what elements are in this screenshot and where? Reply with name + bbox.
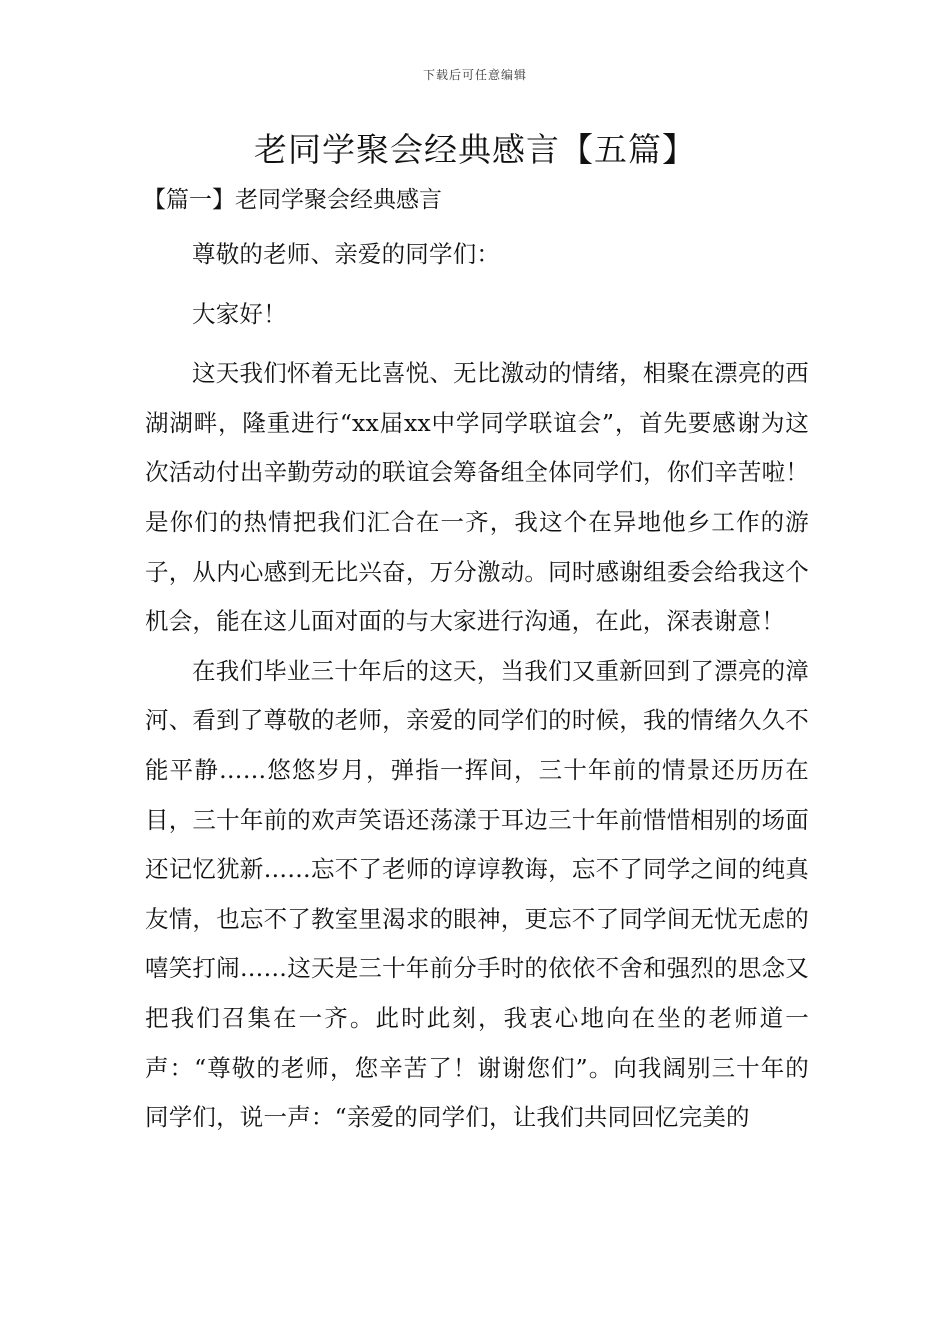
- paragraph: 在我们毕业三十年后的这天，当我们又重新回到了漂亮的漳河、看到了尊敬的老师，亲爱的同学们的时候，我的情绪久久不能平静……悠悠岁月，弹指一挥间，三十年前的情景还历历在目，三十年前的欢声笑语还荡漾于耳边三十年前惜惜相别的场面还记忆犹新……忘不了老师的谆谆教诲，忘不了同学之间的纯真友情，也忘不了教室里渴求的眼神，更忘不了同学间无忧无虑的嘻笑打闹……这天是三十年前分手时的依依不舍和强烈的思念又把我们召集在一齐。此时此刻，我衷心地向在坐的老师道一声：“尊敬的老师，您辛苦了！谢谢您们”。向我阔别三十年的同学们，说一声：“亲爱的同学们，让我们共同回忆完美的: [145, 656, 809, 1132]
- section-heading: 【篇一】老同学聚会经典感言: [143, 187, 442, 213]
- paragraph-greeting: 大家好！: [192, 299, 287, 328]
- page-title: 老同学聚会经典感言【五篇】: [254, 130, 696, 169]
- header-note: 下载后可任意编辑: [422, 68, 527, 82]
- article-body: [145, 230, 809, 1143]
- paragraph-salutation: 尊敬的老师、亲爱的同学们：: [192, 240, 501, 268]
- paragraph: 这天我们怀着无比喜悦、无比激动的情绪，相聚在漂亮的西湖湖畔，隆重进行“xx届xx中学同学联谊会”，首先要感谢为这次活动付出辛勤劳动的联谊会筹备组全体同学们，你们辛苦啦！是你们的热情把我们汇合在一齐，我这个在异地他乡工作的游子，从内心感到无比兴奋，万分激动。同时感谢组委会给我这个机会，能在这儿面对面的与大家进行沟通，在此，深表谢意！: [145, 359, 809, 636]
